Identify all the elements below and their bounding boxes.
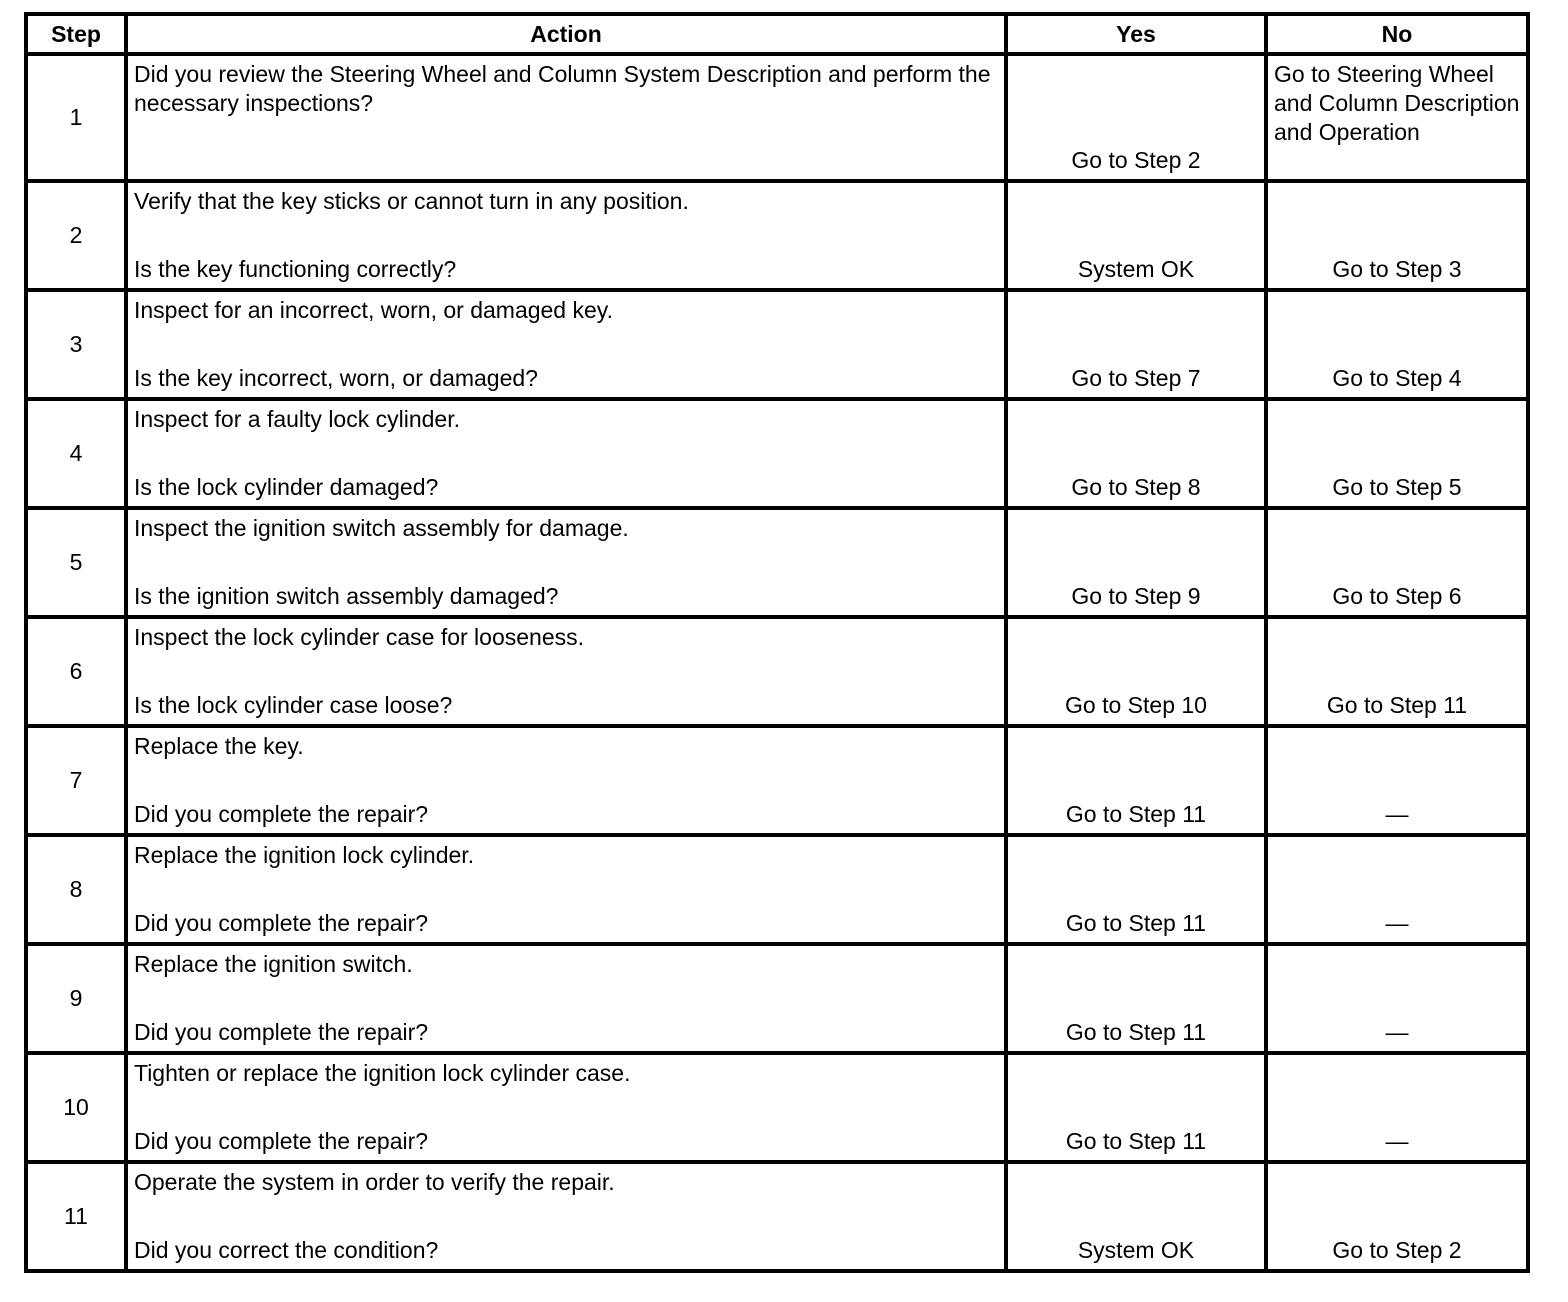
action-cell	[126, 835, 1006, 944]
table-row	[26, 1053, 1528, 1162]
action-cell	[126, 726, 1006, 835]
table-row	[26, 1162, 1528, 1271]
header-yes: Yes	[1006, 14, 1266, 54]
header-action: Action	[126, 14, 1006, 54]
action-cell	[126, 181, 1006, 290]
action-question: Is the lock cylinder damaged?	[134, 474, 439, 500]
step-number: 3	[26, 290, 126, 399]
no-result	[1266, 726, 1528, 835]
no-dash: —	[1385, 801, 1409, 827]
action-text: Did you review the Steering Wheel and Column System Description and perform the necessary inspections?	[134, 61, 991, 116]
action-cell	[126, 617, 1006, 726]
action-text: Replace the ignition switch.	[134, 951, 413, 977]
action-question: Is the ignition switch assembly damaged?	[134, 583, 559, 609]
step-number: 5	[26, 508, 126, 617]
table-row	[26, 835, 1528, 944]
no-result: Go to Steering Wheel and Column Description and Operation	[1266, 54, 1528, 181]
header-no: No	[1266, 14, 1528, 54]
no-result	[1266, 835, 1528, 944]
table-row	[26, 181, 1528, 290]
action-cell	[126, 54, 1006, 181]
table-row	[26, 944, 1528, 1053]
action-question: Did you correct the condition?	[134, 1237, 439, 1263]
action-question: Did you complete the repair?	[134, 801, 429, 827]
table-row	[26, 54, 1528, 181]
action-text: Replace the key.	[134, 733, 304, 759]
action-question: Did you complete the repair?	[134, 910, 429, 936]
diagnostic-table	[24, 12, 1530, 1273]
yes-result: Go to Step 2	[1006, 54, 1266, 181]
no-result: Go to Step 11	[1266, 617, 1528, 726]
no-result: Go to Step 4	[1266, 290, 1528, 399]
no-result	[1266, 1053, 1528, 1162]
yes-result: Go to Step 11	[1006, 835, 1266, 944]
action-question: Did you complete the repair?	[134, 1019, 429, 1045]
action-cell	[126, 399, 1006, 508]
action-text: Inspect for an incorrect, worn, or damaged key.	[134, 297, 613, 323]
step-number: 9	[26, 944, 126, 1053]
header-step: Step	[26, 14, 126, 54]
action-question: Is the key incorrect, worn, or damaged?	[134, 365, 538, 391]
no-dash: —	[1385, 910, 1409, 936]
no-dash: —	[1385, 1019, 1409, 1045]
yes-result: Go to Step 8	[1006, 399, 1266, 508]
header-row	[26, 14, 1528, 54]
table-row	[26, 399, 1528, 508]
action-cell	[126, 290, 1006, 399]
action-cell	[126, 1053, 1006, 1162]
table-row	[26, 617, 1528, 726]
action-cell	[126, 944, 1006, 1053]
yes-result: Go to Step 11	[1006, 1053, 1266, 1162]
no-result: Go to Step 2	[1266, 1162, 1528, 1271]
no-result: Go to Step 5	[1266, 399, 1528, 508]
no-dash: —	[1385, 1128, 1409, 1154]
yes-result: System OK	[1006, 1162, 1266, 1271]
table-row	[26, 726, 1528, 835]
action-cell	[126, 508, 1006, 617]
action-text: Inspect for a faulty lock cylinder.	[134, 406, 460, 432]
action-text: Inspect the ignition switch assembly for damage.	[134, 515, 629, 541]
action-text: Replace the ignition lock cylinder.	[134, 842, 475, 868]
action-cell	[126, 1162, 1006, 1271]
table-row	[26, 290, 1528, 399]
action-text: Tighten or replace the ignition lock cylinder case.	[134, 1060, 631, 1086]
action-text: Inspect the lock cylinder case for looseness.	[134, 624, 585, 650]
table-row	[26, 508, 1528, 617]
step-number: 4	[26, 399, 126, 508]
step-number: 6	[26, 617, 126, 726]
action-question: Is the lock cylinder case loose?	[134, 692, 453, 718]
yes-result: Go to Step 10	[1006, 617, 1266, 726]
action-text: Operate the system in order to verify the repair.	[134, 1169, 615, 1195]
no-result: Go to Step 6	[1266, 508, 1528, 617]
yes-result: Go to Step 7	[1006, 290, 1266, 399]
yes-result: Go to Step 11	[1006, 726, 1266, 835]
step-number: 7	[26, 726, 126, 835]
action-question: Did you complete the repair?	[134, 1128, 429, 1154]
step-number: 2	[26, 181, 126, 290]
step-number: 8	[26, 835, 126, 944]
action-text: Verify that the key sticks or cannot turn in any position.	[134, 188, 689, 214]
no-result: Go to Step 3	[1266, 181, 1528, 290]
action-question: Is the key functioning correctly?	[134, 256, 457, 282]
step-number: 10	[26, 1053, 126, 1162]
yes-result: Go to Step 9	[1006, 508, 1266, 617]
step-number: 11	[26, 1162, 126, 1271]
yes-result: System OK	[1006, 181, 1266, 290]
yes-result: Go to Step 11	[1006, 944, 1266, 1053]
step-number: 1	[26, 54, 126, 181]
no-result	[1266, 944, 1528, 1053]
